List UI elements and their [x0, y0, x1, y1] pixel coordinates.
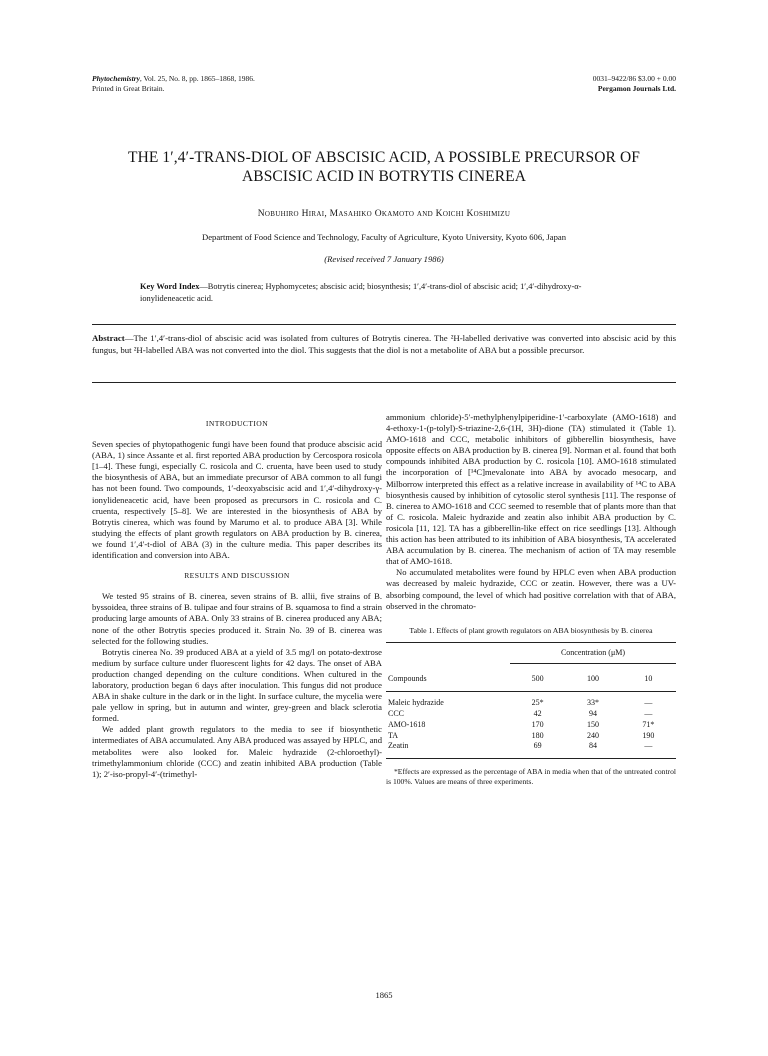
conc-500-header: 500 — [510, 664, 565, 692]
right-column — [386, 412, 676, 787]
value-100: 94 — [588, 709, 597, 719]
conc-10-header: 10 — [621, 664, 676, 692]
price-code: 0031–9422/86 $3.00 + 0.00 — [592, 74, 676, 83]
table-row — [386, 692, 676, 709]
right-paragraph-1: ammonium chloride)-5′-methylphenylpiperidine-1′-carboxylate (AMO-1618) and 4-ethoxy-1-(p-tolyl)-S-triazine-2,6-(1H, 3H)-dione (TA) stimulated it (Table 1). AMO-1618 and CCC, metabolic inhibitors of gibberellin biosynthesis, have opposite effects on ABA production by B. cinerea [9]. Norman et al. found that both compounds inhibited ABA production by C. rosicola [10]. AMO-1618 stimulated the incorporation of [¹⁴C]mevalonate into ABA by avocado mesocarp, and Milborrow interpreted this effect as a relative increase in availability of ¹⁴C to ABA biosynthesis caused by inhibition of cytosolic sterol synthesis [11]. The response of B. cinerea to AMO-1618 and CCC seemed to resemble that of plants more than that of C. rosicola. Maleic hydrazide and zeatin also inhibit ABA production by C. rosicola [11, 12]. TA has a gibberellin-like effect on rice seedlings [13]. Although this action has been attributed to its inhibition of ABA biosynthesis, TA accelerated ABA accumulation by B. cinerea. The mechanism of action of TA may resemble that of AMO-1618. — [386, 412, 676, 567]
value-500: 180 — [531, 730, 544, 740]
compound-name: Maleic hydrazide — [388, 698, 444, 708]
regulator-table — [386, 642, 676, 760]
journal-header — [92, 74, 255, 94]
table-row — [386, 709, 676, 720]
page-number: 1865 — [375, 990, 393, 1000]
compound-name: CCC — [388, 709, 405, 719]
value-100: 84 — [565, 741, 620, 758]
table-corner — [386, 642, 510, 664]
keywords-label: Key Word Index — [140, 282, 200, 291]
publisher-name: Pergamon Journals Ltd. — [597, 84, 676, 93]
journal-citation: , Vol. 25, No. 8, pp. 1865–1868, 1986. — [139, 74, 255, 83]
results-paragraph-3: We added plant growth regulators to the media to see if biosynthetic intermediates of ABA accumulated. Any ABA produced was assayed by HPLC, and metabolites were also looked for. Maleic hydrazide (2-chloroethyl)-trimethylammonium chloride (CCC) and zeatin inhibited ABA production (Table 1); 2′-iso-propyl-4′-(trimethyl- — [92, 724, 382, 779]
results-heading: RESULTS AND DISCUSSION — [184, 571, 290, 581]
value-10: — — [644, 698, 653, 708]
value-10: — — [644, 709, 653, 719]
compound-name: AMO-1618 — [388, 719, 426, 729]
paper-title — [92, 148, 676, 186]
printed-note: Printed in Great Britain. — [92, 84, 165, 93]
value-10: 190 — [642, 730, 655, 740]
abstract-label: Abstract — [92, 333, 125, 343]
results-paragraph-1: We tested 95 strains of B. cinerea, seven strains of B. allii, five strains of B. byssoidea, three strains of B. tulipae and four strains of B. squamosa to find a strain producing large amounts of ABA. Only 33 strains of B. cinerea produced any ABA; none of the other Botrytis species produced it. Strain No. 39 of B. cinerea was selected for the following studies. — [92, 591, 382, 646]
abstract-text: —The 1′,4′-trans-diol of abscisic acid was isolated from cultures of Botrytis cinerea. The ²H-labelled derivative was converted into abscisic acid by this fungus, but ²H-labelled ABA was not converted into the diol. This suggests that the diol is not a metabolite of ABA but a possible precursor. — [92, 333, 676, 355]
value-100: 240 — [586, 730, 599, 740]
value-500: 170 — [531, 719, 544, 729]
right-paragraph-2: No accumulated metabolites were found by HPLC even when ABA production was decreased by maleic hydrazide, CCC or zeatin. However, there was a UV-absorbing compound, the level of which had positive correlation with that of ABA, observed in the chromato- — [386, 567, 676, 611]
value-100: 150 — [586, 719, 599, 729]
left-column — [92, 412, 382, 780]
table-row — [386, 731, 676, 742]
introduction-heading: INTRODUCTION — [205, 419, 269, 428]
value-100: 33* — [586, 698, 599, 708]
abstract-top-rule — [92, 324, 676, 325]
authors: Nobuhiro Hirai, Masahiko Okamoto and Koichi Koshimizu — [257, 209, 511, 219]
abstract — [92, 333, 676, 357]
value-500: 42 — [533, 709, 542, 719]
affiliation: Department of Food Science and Technology, Faculty of Agriculture, Kyoto University, Kyoto 606, Japan — [202, 232, 566, 242]
compounds-header: Compounds — [386, 664, 510, 692]
abstract-bottom-rule — [92, 382, 676, 383]
value-10: 71* — [642, 719, 655, 729]
table-footnote: *Effects are expressed as the percentage of ABA in media when that of the untreated control is 100%. Values are means of three experiments. — [386, 767, 676, 787]
compound-name: Zeatin — [386, 741, 510, 758]
compound-name: TA — [388, 730, 399, 740]
conc-100-header: 100 — [565, 664, 620, 692]
value-500: 25* — [531, 698, 544, 708]
publisher-header — [593, 74, 676, 94]
table-row — [386, 720, 676, 731]
results-paragraph-2: Botrytis cinerea No. 39 produced ABA at a yield of 3.5 mg/l on potato-dextrose medium by surface culture under fluorescent lights for 42 days. The onset of ABA production changed depending on the culture conditions. When cultured in the laboratory, production began 6 days after inoculation. This fungus did not produce ABA in shake culture in the dark or in the light. In surface culture, the mycelia were pale yellow in spring, but in autumn and winter, grey-green and black sclerotia formed. — [92, 646, 382, 724]
table-caption: Table 1. Effects of plant growth regulators on ABA biosynthesis by B. cinerea — [409, 625, 653, 635]
keywords — [140, 281, 630, 304]
intro-paragraph: Seven species of phytopathogenic fungi have been found that produce abscisic acid (ABA, 1) since Assante et al. first reported ABA production by Cercospora rosicola [1–4]. These fungi, especially C. rosicola and C. cruenta, have been used to study the biosynthesis of ABA, but an immediate precursor of ABA common to all fungi has not been found. Two compounds, 1′-deoxyabscisic acid and 1′,4′-dihydroxy-γ-ionylideneacetic acid, have been proposed as precursors in C. rosicola and C. cruenta, respectively [5–8]. We are interested in the biosynthesis of ABA by Botrytis cinerea, which was found by Marumo et al. to produce ABA [3]. While studying the effects of plant growth regulators on ABA production by B. cinerea, we found 1′,4′-t-diol of ABA (3) in the culture media. This paper describes its identification and conversion into ABA. — [92, 439, 382, 561]
revised-date: (Revised received 7 January 1986) — [324, 254, 444, 264]
title-line-2: ABSCISIC ACID IN BOTRYTIS CINEREA — [241, 168, 527, 185]
title-line-1: THE 1′,4′-TRANS-DIOL OF ABSCISIC ACID, A POSSIBLE PRECURSOR OF — [128, 149, 640, 166]
keywords-text: —Botrytis cinerea; Hyphomycetes; abscisic acid; biosynthesis; 1′,4′-trans-diol of abscisic acid; 1′,4′-dihydroxy-α-ionylideneacetic acid. — [140, 282, 582, 303]
value-10: — — [621, 741, 676, 758]
concentration-header: Concentration (μM) — [510, 642, 676, 664]
journal-name: Phytochemistry — [92, 74, 140, 83]
table-row — [386, 741, 676, 758]
value-500: 69 — [510, 741, 565, 758]
